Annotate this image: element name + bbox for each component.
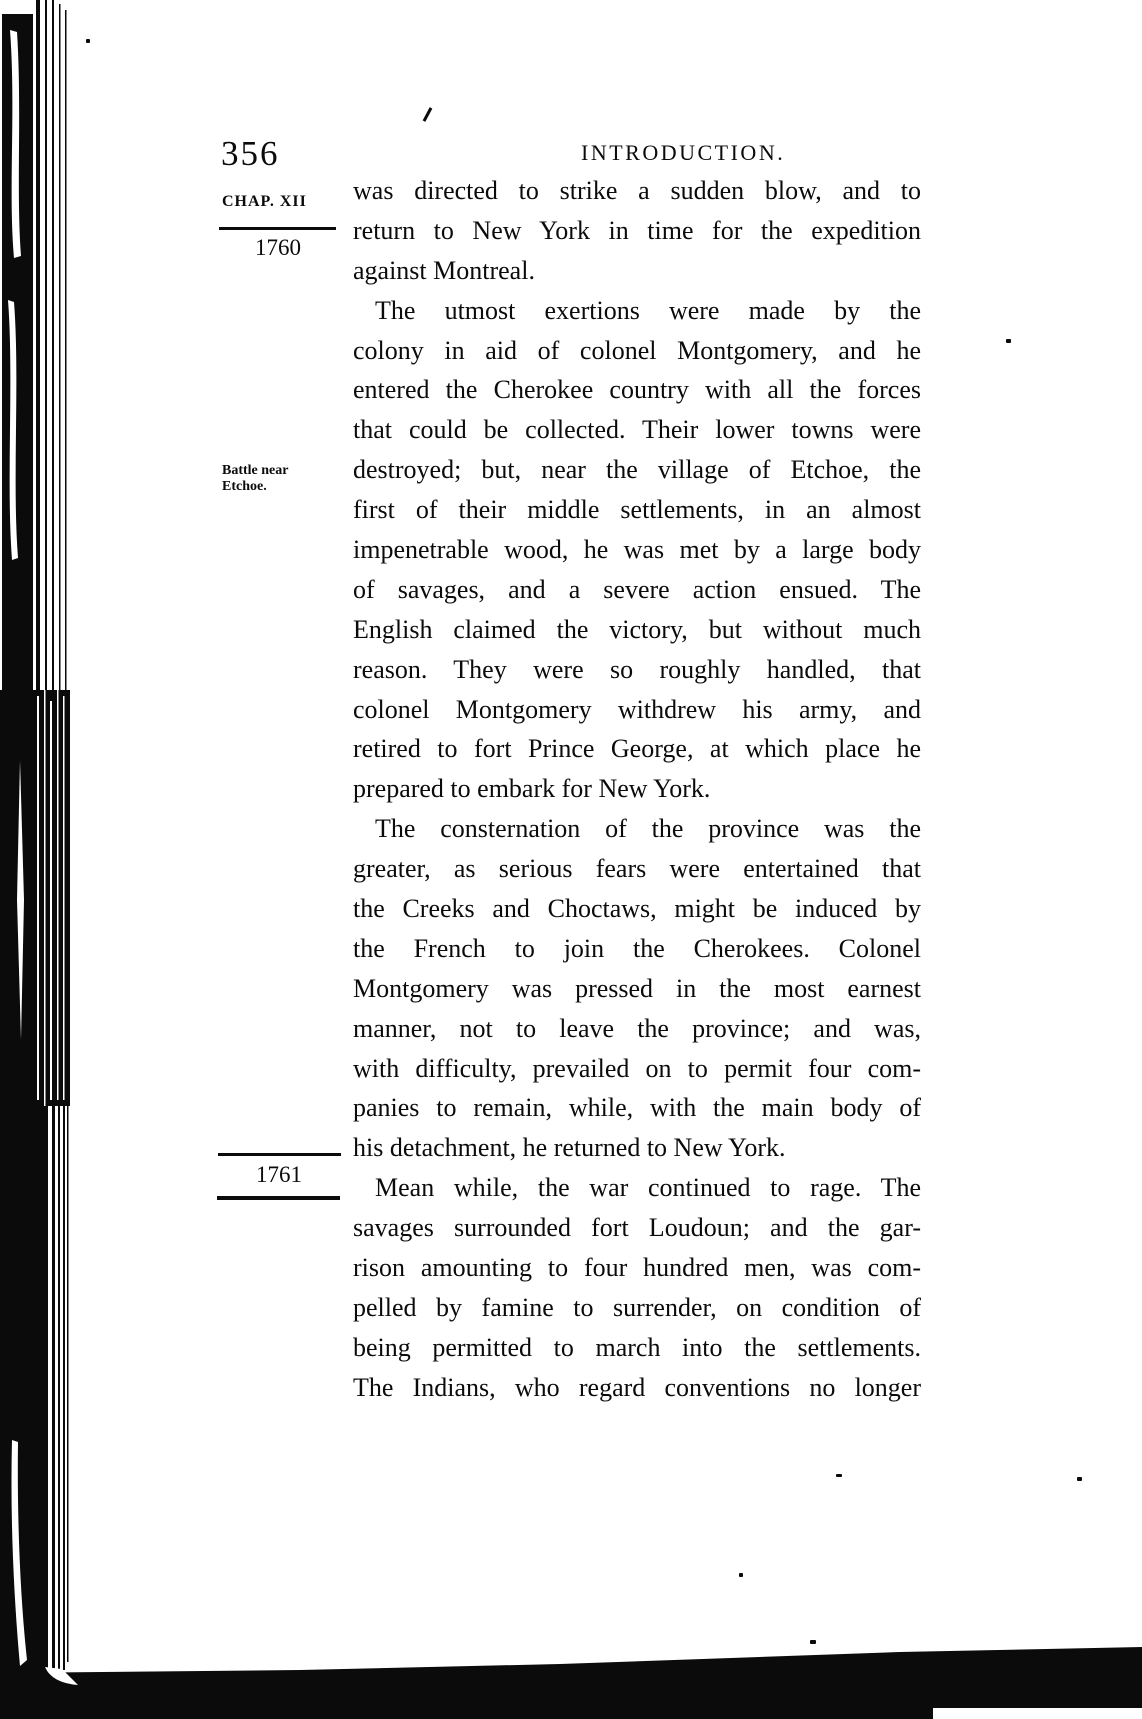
text-line: was directed to strike a sudden blow, and to xyxy=(353,176,921,205)
text-line: reason. They were so roughly handled, that xyxy=(353,654,921,684)
text-line: being permitted to march into the settlements. xyxy=(353,1332,921,1362)
text-line: destroyed; but, near the village of Etchoe, the xyxy=(353,455,921,485)
text-line: with difficulty, prevailed on to permit four com- xyxy=(353,1053,921,1083)
text-line: Montgomery was pressed in the most earnest xyxy=(353,973,921,1003)
text-line: Mean while, the war continued to rage. The xyxy=(375,1173,921,1203)
margin-note-battle-line1: Battle near xyxy=(222,463,289,478)
text-line: rison amounting to four hundred men, was com- xyxy=(353,1253,921,1283)
text-line: pelled by famine to surrender, on condition of xyxy=(353,1292,921,1322)
text-line: first of their middle settlements, in an almost xyxy=(353,495,921,525)
text-line: manner, not to leave the province; and was, xyxy=(353,1013,921,1043)
margin-note-year-1761: 1761 xyxy=(256,1162,302,1187)
margin-rule xyxy=(217,1196,340,1200)
text-line: retired to fort Prince George, at which place he xyxy=(353,734,921,764)
body-text xyxy=(353,171,921,1408)
text-line: The utmost exertions were made by the xyxy=(375,295,921,325)
scan-speck xyxy=(836,1474,842,1477)
margin-rule xyxy=(219,227,336,230)
text-line: English claimed the victory, but without much xyxy=(353,614,921,644)
text-line: The Indians, who regard conventions no longer xyxy=(353,1372,921,1402)
text-line: The consternation of the province was the xyxy=(375,814,921,844)
binding-artifact xyxy=(0,0,90,1719)
scan-speck xyxy=(739,1573,743,1577)
text-line: return to New York in time for the expedition xyxy=(353,215,921,245)
text-line: the French to join the Cherokees. Colonel xyxy=(353,933,921,963)
text-line: savages surrounded fort Loudoun; and the gar- xyxy=(353,1213,921,1243)
scan-speck xyxy=(810,1640,816,1644)
scan-stray-stroke xyxy=(423,107,433,122)
margin-note-year-1760: 1760 xyxy=(255,235,301,260)
text-line: colony in aid of colonel Montgomery, and he xyxy=(353,335,921,365)
running-header: INTRODUCTION. xyxy=(581,140,786,165)
text-line: the Creeks and Choctaws, might be induced by xyxy=(353,894,921,924)
scan-speck xyxy=(86,39,90,43)
text-line: greater, as serious fears were entertained that xyxy=(353,854,921,884)
margin-note-chapter: CHAP. XII xyxy=(222,193,307,210)
text-line: against Montreal. xyxy=(353,255,535,285)
text-line: entered the Cherokee country with all the forces xyxy=(353,375,921,405)
scan-speck xyxy=(1006,339,1011,343)
scan-bottom-bar-shape xyxy=(0,1639,1142,1719)
text-line: that could be collected. Their lower towns were xyxy=(353,415,921,445)
text-line: impenetrable wood, he was met by a large body xyxy=(353,535,921,565)
scan-speck xyxy=(1077,1477,1082,1481)
margin-rule xyxy=(218,1153,341,1156)
page-number: 356 xyxy=(221,134,280,173)
margin-note-battle xyxy=(222,463,288,495)
text-line: of savages, and a severe action ensued. The xyxy=(353,574,921,604)
margin-note-battle-line2: Etchoe. xyxy=(222,479,267,494)
text-line: panies to remain, while, with the main body of xyxy=(353,1093,921,1123)
text-line: colonel Montgomery withdrew his army, and xyxy=(353,694,921,724)
text-line: prepared to embark for New York. xyxy=(353,774,711,804)
text-line: his detachment, he returned to New York. xyxy=(353,1133,786,1163)
